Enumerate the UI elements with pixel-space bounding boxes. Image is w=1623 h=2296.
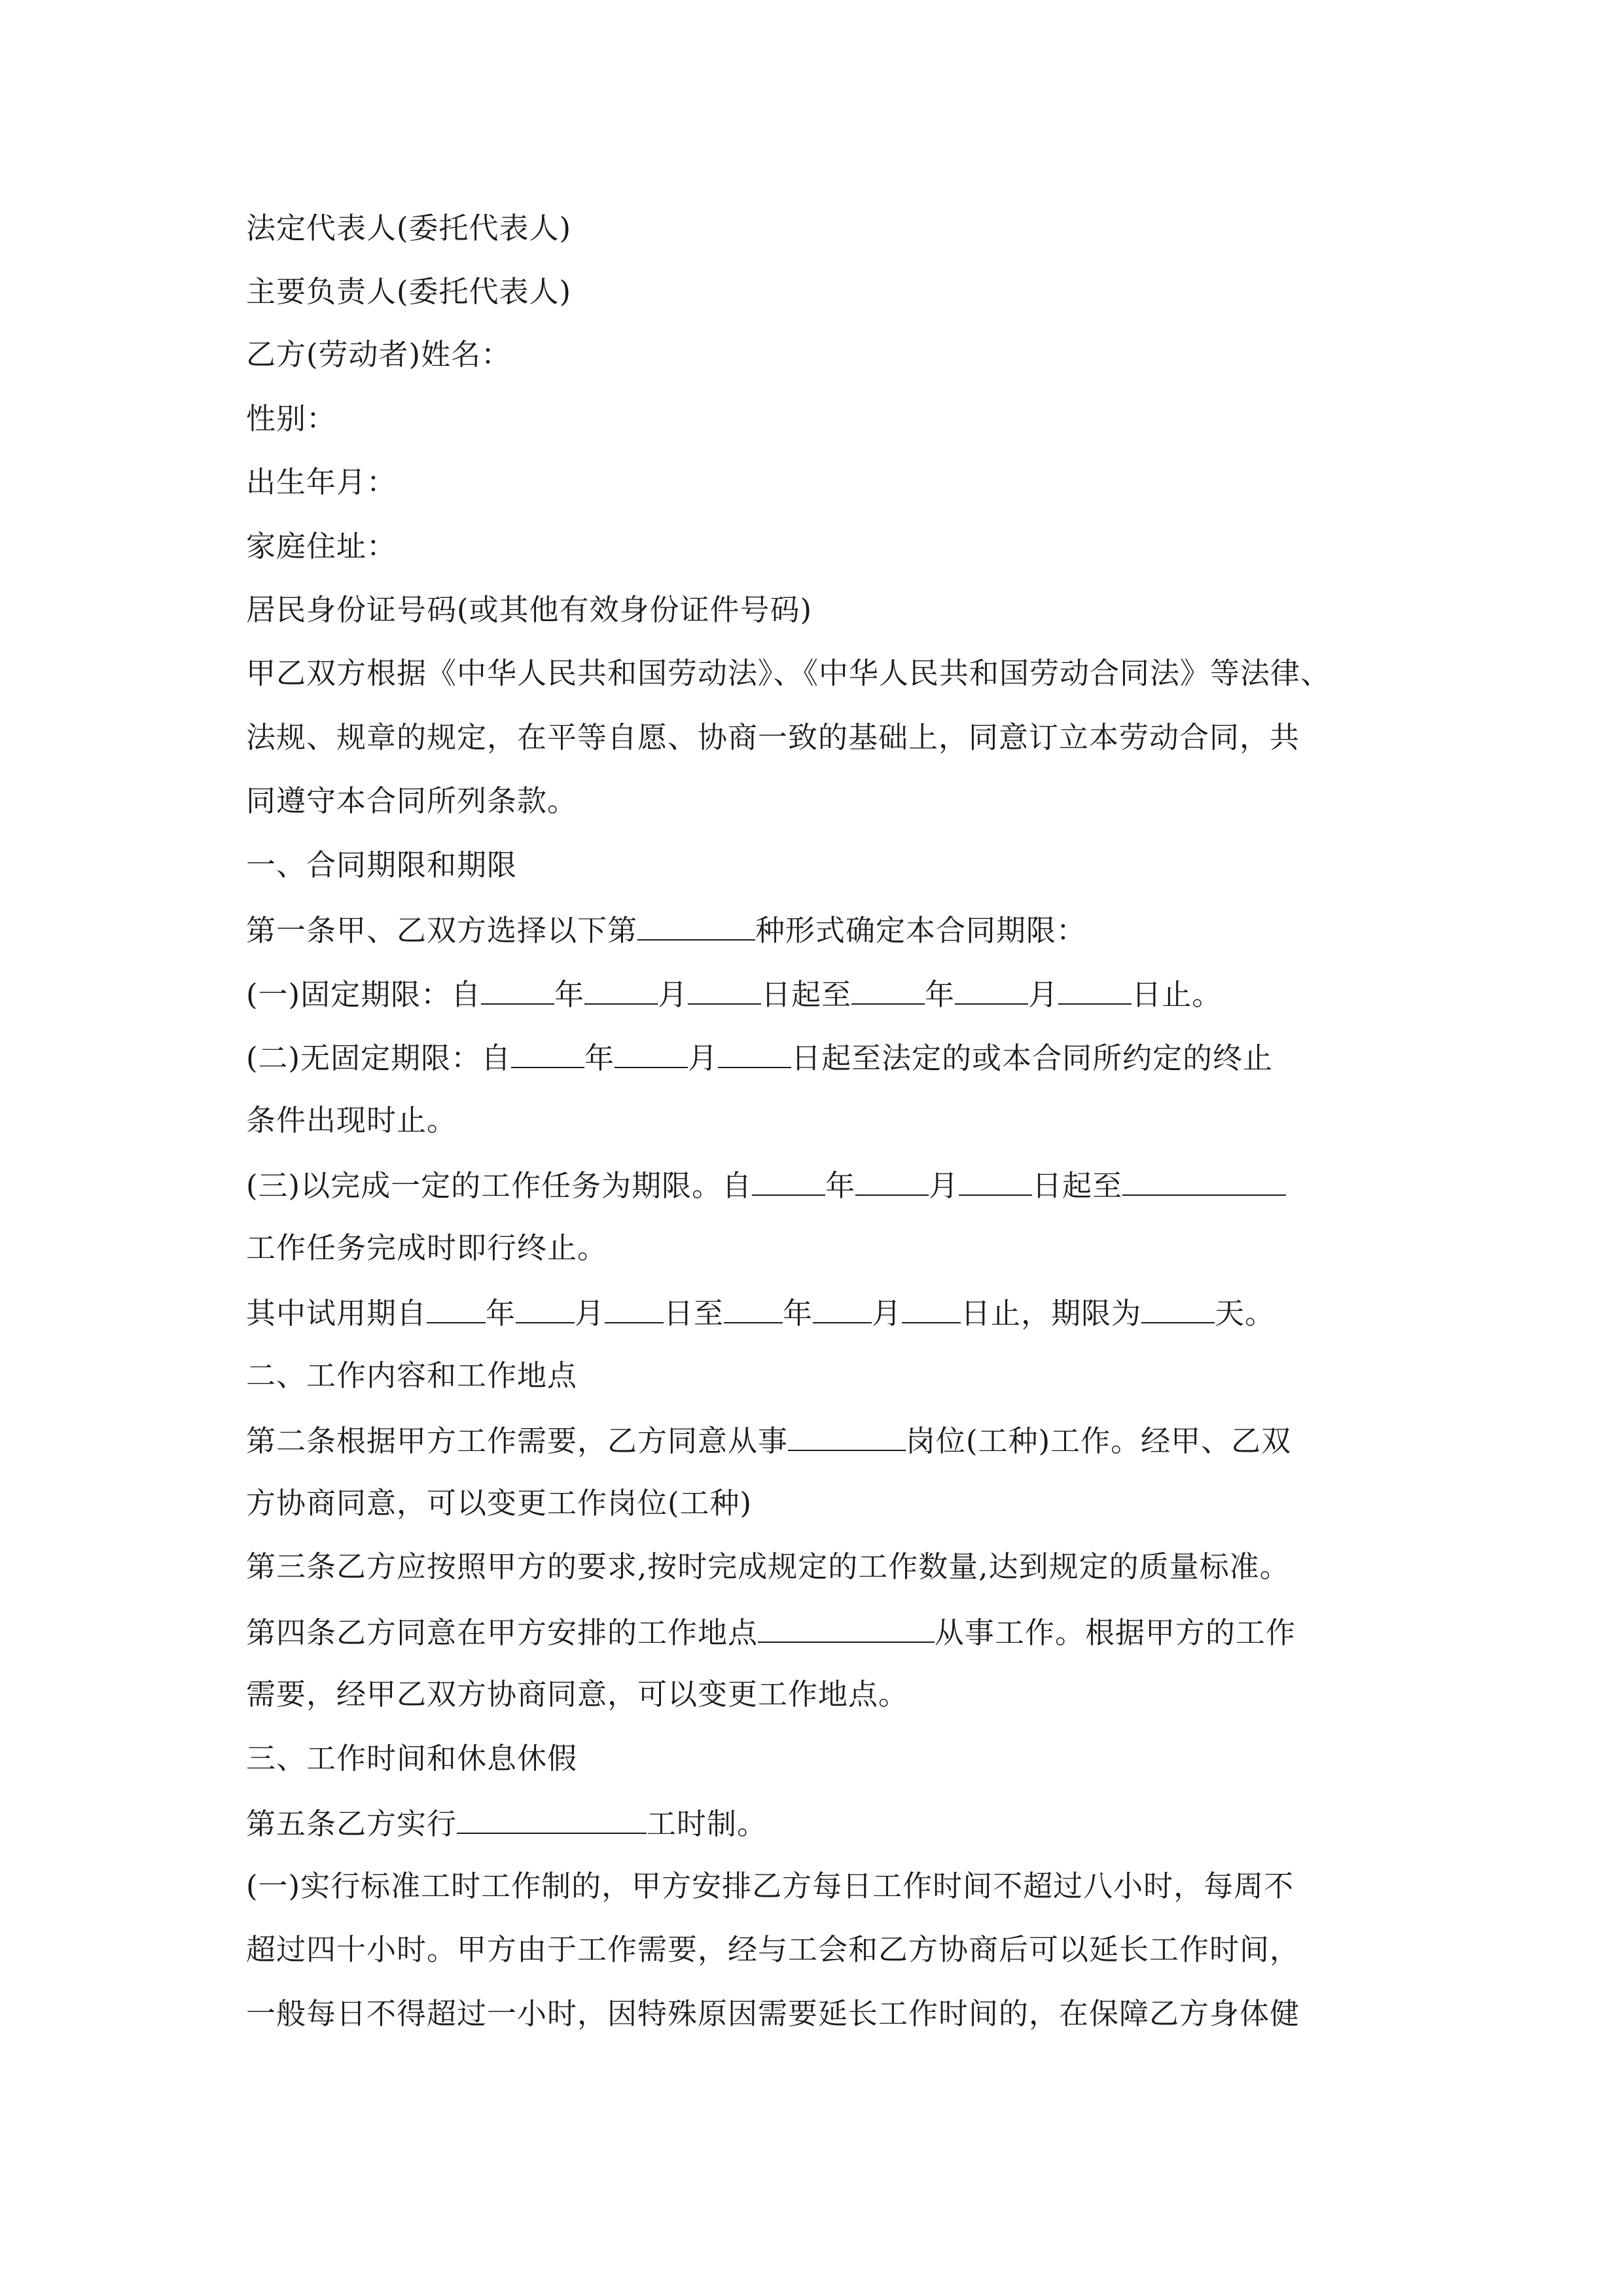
trial-end-month-blank[interactable] [813,1292,872,1323]
work-location-blank[interactable] [758,1611,935,1643]
section-title: 一、合同期限和期限 [246,848,518,882]
trial-end-day-blank[interactable] [902,1292,961,1323]
preamble-line-2 [246,718,1300,757]
month-label: 月 [688,1041,719,1075]
legal-representative-label: 法定代表人(委托代表人) [246,211,572,245]
article-1-line [246,909,1086,950]
article-text: 方协商同意，可以变更工作岗位(工种) [246,1486,753,1520]
section-3-heading [246,1739,577,1778]
article-5-line [246,1803,767,1844]
article-text: 工时制。 [647,1806,768,1841]
month-label: 月 [575,1296,605,1331]
id-number-line [246,590,812,630]
task-blank[interactable] [1122,1164,1286,1196]
section-title: 三、工作时间和休息休假 [246,1741,578,1776]
article-text: 第一条甲、乙双方选择以下第 [246,913,638,948]
month-label: 月 [929,1168,959,1203]
article-4-line-2 [246,1675,908,1714]
start-day-blank[interactable] [718,1037,791,1068]
clause-text: (一)固定期限：自 [246,977,482,1012]
end-year-blank[interactable] [851,973,925,1005]
month-label: 月 [658,977,688,1012]
day-label: 日至 [664,1296,724,1331]
trial-start-year-blank[interactable] [427,1292,486,1323]
section-1-heading [246,846,517,885]
birth-label: 出生年月： [246,465,397,499]
open-term-line-2 [246,1101,457,1140]
position-blank[interactable] [788,1420,906,1451]
article-text: 第四条乙方同意在甲方安排的工作地点 [246,1615,758,1650]
year-label: 年 [486,1296,516,1331]
article-text: 第二条根据甲方工作需要，乙方同意从事 [246,1424,789,1458]
start-month-blank[interactable] [855,1164,929,1196]
clause-text: 工作任务完成时即行终止。 [246,1230,608,1265]
article-text: 种形式确定本合同期限： [755,913,1087,948]
start-year-blank[interactable] [481,973,554,1005]
article-2-line [246,1420,1291,1461]
trial-start-month-blank[interactable] [516,1292,575,1323]
year-label: 年 [825,1168,856,1203]
end-day-blank[interactable] [1058,973,1132,1005]
principal-line [246,272,571,312]
article-2-line-2 [246,1484,752,1523]
start-month-blank[interactable] [615,1037,688,1068]
trial-period-line [246,1292,1275,1333]
preamble-text: 法规、规章的规定，在平等自愿、协商一致的基础上，同意订立本劳动合同，共 [246,720,1300,755]
clause-text: 日止，期限为 [961,1296,1142,1331]
start-year-blank[interactable] [511,1037,584,1068]
article-text: 从事工作。根据甲方的工作 [935,1615,1296,1650]
article-text: 需要，经甲乙双方协商同意，可以变更工作地点。 [246,1677,909,1712]
article-text: 岗位(工种)工作。经甲、乙双 [906,1424,1292,1458]
clause-text: 超过四十小时。甲方由于工作需要，经与工会和乙方协商后可以延长工作时间， [246,1932,1300,1967]
party-b-name-label: 乙方(劳动者)姓名： [246,337,512,372]
start-day-blank[interactable] [688,973,761,1005]
birth-line [246,463,397,502]
form-choice-blank[interactable] [637,909,755,941]
clause-text: (三)以完成一定的工作任务为期限。自 [246,1168,753,1203]
fixed-term-line [246,973,1222,1014]
day-label: 日起至 [761,977,852,1012]
gender-label: 性别： [246,401,337,436]
year-label: 年 [554,977,585,1012]
preamble-text: 同遵守本合同所列条款。 [246,783,578,818]
task-term-line-2 [246,1229,607,1268]
day-label: 日止。 [1132,977,1222,1012]
party-b-name-line [246,335,511,374]
id-number-label: 居民身份证号码(或其他有效身份证件号码) [246,592,813,627]
start-month-blank[interactable] [584,973,658,1005]
month-label: 月 [872,1296,902,1331]
article-4-line [246,1611,1296,1653]
section-2-heading [246,1356,577,1395]
clause-text: 日起至 [1032,1168,1123,1203]
standard-hours-line-2 [246,1930,1300,1969]
principal-label: 主要负责人(委托代表人) [246,274,572,309]
trial-days-blank[interactable] [1141,1292,1215,1323]
year-label: 年 [783,1296,813,1331]
year-label: 年 [925,977,955,1012]
gender-line [246,399,336,439]
clause-text: 条件出现时止。 [246,1103,457,1138]
year-label: 年 [584,1041,615,1075]
preamble-text: 甲乙双方根据《中华人民共和国劳动法》、《中华人民共和国劳动合同法》等法律、 [246,656,1331,691]
clause-text: (一)实行标准工时工作制的，甲方安排乙方每日工作时间不超过八小时，每周不 [246,1869,1294,1903]
article-3-line [246,1547,1290,1587]
standard-hours-line-3 [246,1994,1300,2034]
clause-text: 其中试用期自 [246,1296,427,1331]
task-term-line [246,1164,1286,1206]
preamble-line-1 [246,654,1330,693]
address-label: 家庭住址： [246,529,397,564]
trial-start-day-blank[interactable] [605,1292,664,1323]
trial-end-year-blank[interactable] [724,1292,783,1323]
start-year-blank[interactable] [752,1164,825,1196]
open-term-line [246,1037,1273,1078]
days-label: 天。 [1215,1296,1275,1331]
article-text: 第三条乙方应按照甲方的要求,按时完成规定的工作数量,达到规定的质量标准。 [246,1549,1290,1584]
start-day-blank[interactable] [959,1164,1032,1196]
working-hours-system-blank[interactable] [457,1803,647,1834]
end-month-blank[interactable] [955,973,1028,1005]
address-line [246,527,397,566]
month-label: 月 [1028,977,1059,1012]
clause-text: (二)无固定期限：自 [246,1041,512,1075]
clause-text: 一般每日不得超过一小时，因特殊原因需要延长工作时间的，在保障乙方身体健 [246,1996,1300,2031]
preamble-line-3 [246,781,577,821]
standard-hours-line-1 [246,1867,1294,1906]
section-title: 二、工作内容和工作地点 [246,1358,578,1393]
clause-text: 日起至法定的或本合同所约定的终止 [791,1041,1274,1075]
article-text: 第五条乙方实行 [246,1806,457,1841]
legal-representative-line [246,209,571,248]
